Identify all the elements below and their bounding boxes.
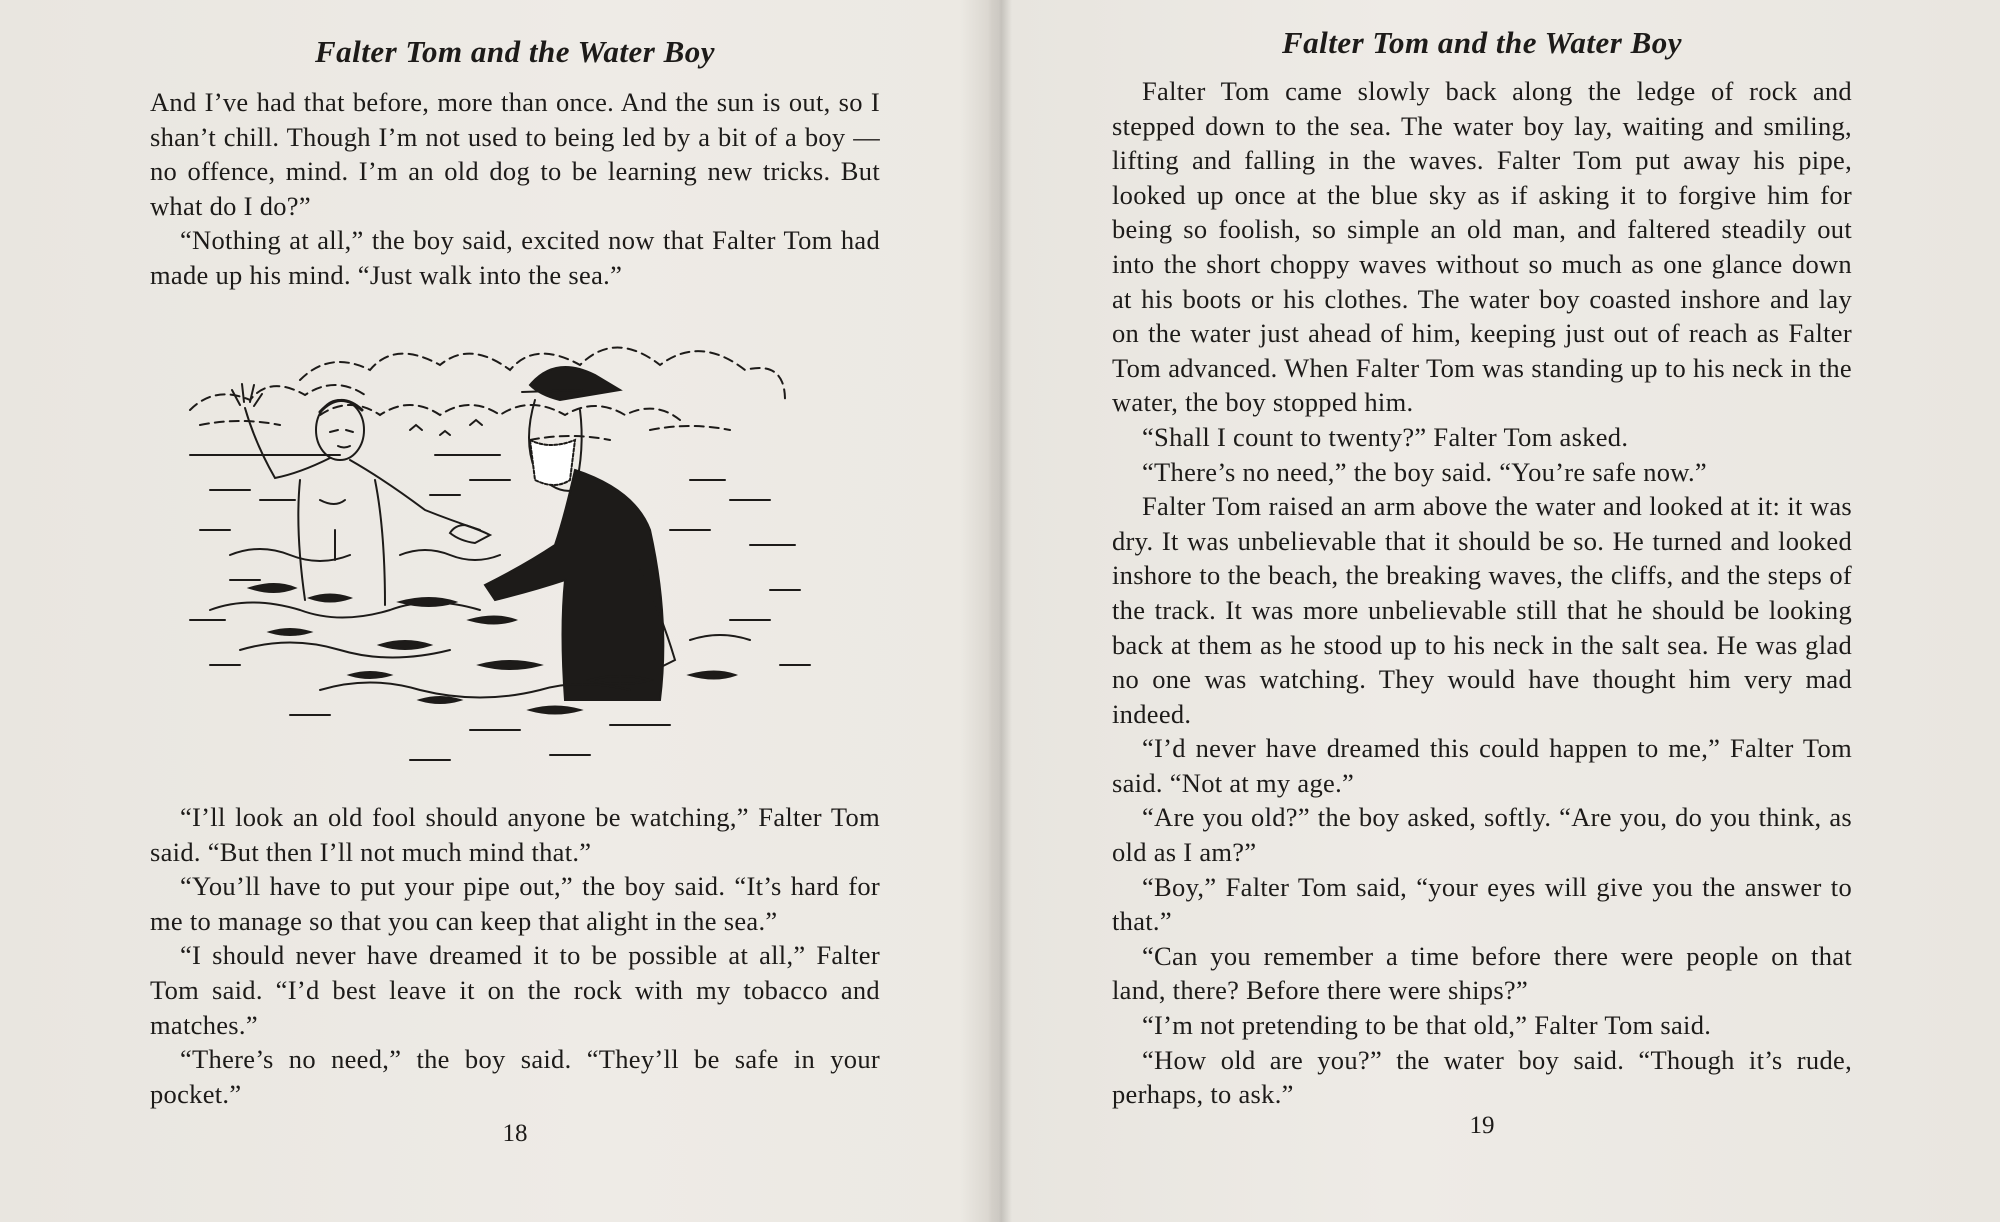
paragraph: “There’s no need,” the boy said. “They’ll be safe in your pocket.” <box>150 1044 880 1109</box>
paragraph: Falter Tom raised an arm above the water and looked at it: it was dry. It was unbelievable that it should be so. He turned and looked inshore to the beach, the breaking waves, the cliffs, and the steps of the track. It was more unbelievable still that he should be looking back at them as he stood up to his neck in the salt sea. He was glad no one was watching. They would have thought him very mad indeed. <box>1112 491 1852 729</box>
paragraph: And I’ve had that before, more than once. And the sun is out, so I shan’t chill. Though I’m not used to being led by a bit of a boy —no offence, mind. I’m an old dog to be learning new tricks. But what do I do?” <box>150 87 880 221</box>
paragraph: Falter Tom came slowly back along the ledge of rock and stepped down to the sea. The water boy lay, waiting and smiling, lifting and falling in the waves. Falter Tom put away his pipe, looked up once at the blue sky as if asking it to forgive him for being so foolish, so simple an old man, and faltered steadily out into the short choppy waves without so much as one glance down at his boots or his clothes. The water boy coasted inshore and lay on the water just ahead of him, keeping just out of reach as Falter Tom advanced. When Falter Tom was standing up to his neck in the water, the boy stopped him. <box>1112 76 1852 418</box>
right-main-text <box>1112 74 1852 1112</box>
paragraph: “Boy,” Falter Tom said, “your eyes will give you the answer to that.” <box>1112 871 1852 937</box>
book-gutter <box>988 0 1012 1222</box>
paragraph: “I’m not pretending to be that old,” Falter Tom said. <box>1142 1010 1712 1041</box>
clouds-drawing <box>190 348 785 441</box>
paragraph: “I’d never have dreamed this could happen to me,” Falter Tom said. “Not at my age.” <box>1112 733 1852 798</box>
page-number-right: 19 <box>1469 1112 1495 1139</box>
paragraph: “Can you remember a time before there were people on that land, there? Before there were ships?” <box>1112 940 1852 1006</box>
left-top-text <box>150 85 880 293</box>
paragraph: “I’ll look an old fool should anyone be watching,” Falter Tom said. “But then I’ll not much mind that.” <box>150 802 880 867</box>
right-page <box>1112 0 1852 1222</box>
left-bottom-text <box>150 800 880 1111</box>
falter-tom-figure <box>450 367 675 700</box>
paragraph: “You’ll have to put your pipe out,” the boy said. “It’s hard for me to manage so that you can keep that alight in the sea.” <box>150 871 880 936</box>
left-running-head: Falter Tom and the Water Boy <box>314 34 716 69</box>
paragraph: “Nothing at all,” the boy said, excited now that Falter Tom had made up his mind. “Just walk into the sea.” <box>150 225 880 290</box>
page-number-left: 18 <box>502 1120 528 1147</box>
illustration-boy-and-falter-tom <box>170 320 830 770</box>
left-page <box>150 0 880 1222</box>
paragraph: “How old are you?” the water boy said. “Though it’s rude, perhaps, to ask.” <box>1112 1044 1852 1110</box>
paragraph: “Are you old?” the boy asked, softly. “Are you, do you think, as old as I am?” <box>1112 802 1852 868</box>
right-running-head: Falter Tom and the Water Boy <box>1281 25 1683 60</box>
sea-waves-drawing <box>190 480 810 760</box>
paragraph: “Shall I count to twenty?” Falter Tom asked. <box>1142 421 1629 452</box>
paragraph: “There’s no need,” the boy said. “You’re safe now.” <box>1142 456 1707 487</box>
birds-drawing <box>410 420 482 435</box>
paragraph: “I should never have dreamed it to be possible at all,” Falter Tom said. “I’d best leave it on the rock with my tobacco and matches.” <box>150 940 880 1040</box>
